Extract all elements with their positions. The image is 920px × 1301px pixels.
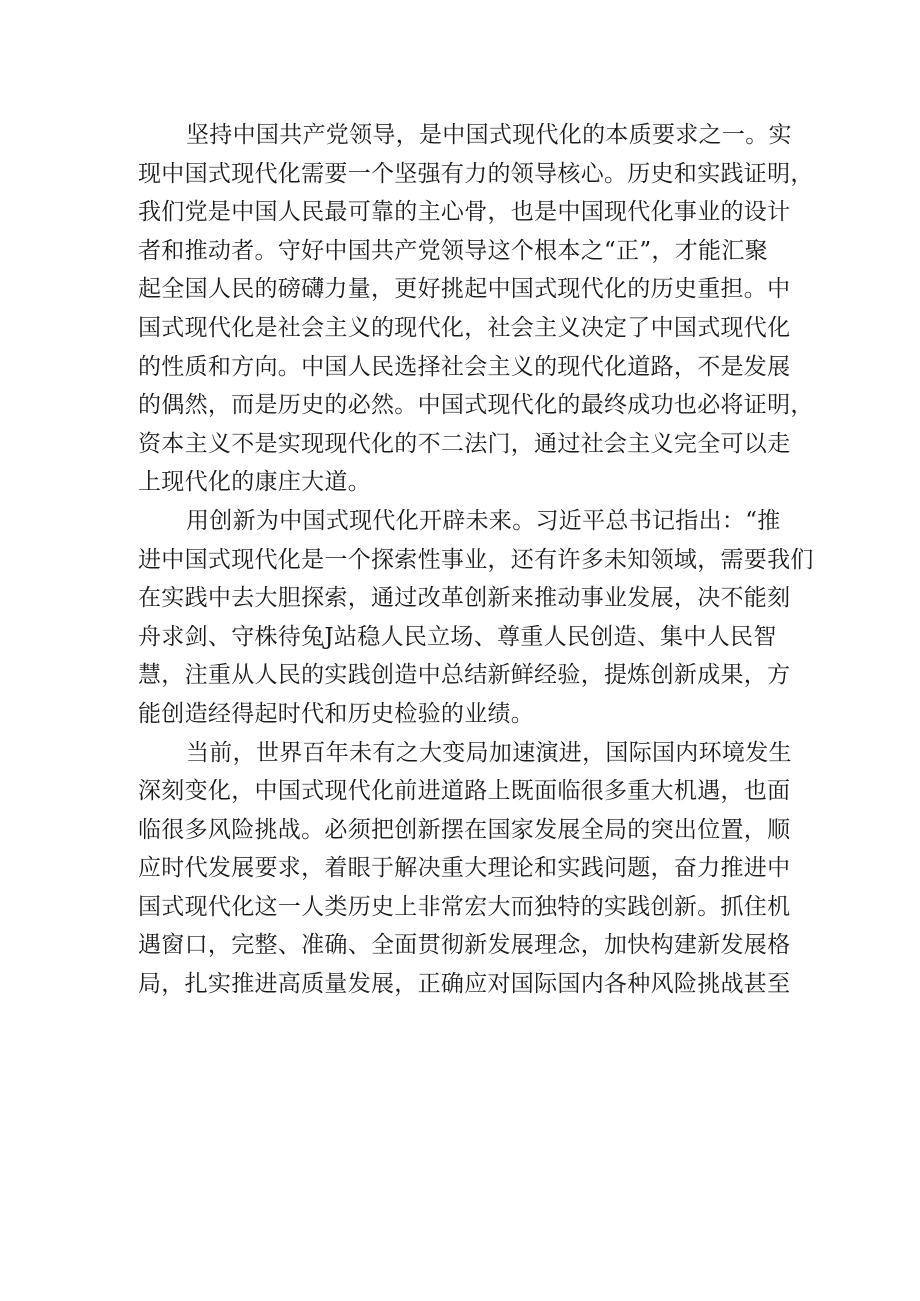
text-line: 舟求剑、守株待兔J站稳人民立场、尊重人民创造、集中人民智 <box>138 623 777 650</box>
text-line: 现中国式现代化需要一个坚强有力的领导核心。历史和实践证明， <box>138 160 814 187</box>
paragraph-2 <box>138 502 814 734</box>
text-line: 在实践中去大胆探索，通过改革创新来推动事业发展，决不能刻 <box>138 585 791 612</box>
text-line: 慧，注重从人民的实践创造中总结新鲜经验，提炼创新成果，方 <box>138 662 791 689</box>
text-line: 坚持中国共产党领导，是中国式现代化的本质要求之一。实 <box>186 122 792 148</box>
text-line: 者和推动者。守好中国共产党领导这个根本之“正”，才能汇聚 <box>138 237 768 264</box>
text-line: 局，扎实推进高质量发展，正确应对国际国内各种风险挑战甚至 <box>138 971 791 998</box>
paragraph-3 <box>138 734 798 1004</box>
text-line: 用创新为中国式现代化开辟未来。习近平总书记指出：“推 <box>186 507 781 534</box>
text-line: 我们党是中国人民最可靠的主心骨，也是中国现代化事业的设计 <box>138 199 791 226</box>
text-line: 进中国式现代化是一个探索性事业，还有许多未知领域，需要我们 <box>138 546 814 573</box>
text-line: 的性质和方向。中国人民选择社会主义的现代化道路，不是发展 <box>138 353 791 380</box>
text-line: 的偶然，而是历史的必然。中国式现代化的最终成功也必将证明， <box>138 392 814 419</box>
paragraph-1 <box>138 116 814 502</box>
text-line: 起全国人民的磅礴力量，更好挑起中国式现代化的历史重担。中 <box>138 276 791 303</box>
text-line: 国式现代化这一人类历史上非常宏大而独特的实践创新。抓住机 <box>138 893 791 920</box>
text-line: 上现代化的康庄大道。 <box>138 469 371 496</box>
document-body <box>138 116 814 1004</box>
text-line: 当前，世界百年未有之大变局加速演进，国际国内环境发生 <box>186 739 792 766</box>
text-line: 能创造经得起时代和历史检验的业绩。 <box>138 700 535 727</box>
text-line: 国式现代化是社会主义的现代化，社会主义决定了中国式现代化 <box>138 314 791 341</box>
text-line: 应时代发展要求，着眼于解决重大理论和实践问题，奋力推进中 <box>138 855 791 882</box>
text-line: 深刻变化，中国式现代化前进道路上既面临很多重大机遇，也面 <box>138 778 791 805</box>
text-line: 遇窗口，完整、准确、全面贯彻新发展理念，加快构建新发展格 <box>138 932 791 959</box>
text-line: 临很多风险挑战。必须把创新摆在国家发展全局的突出位置，顺 <box>138 816 791 843</box>
text-line: 资本主义不是实现现代化的不二法门，通过社会主义完全可以走 <box>138 430 791 457</box>
